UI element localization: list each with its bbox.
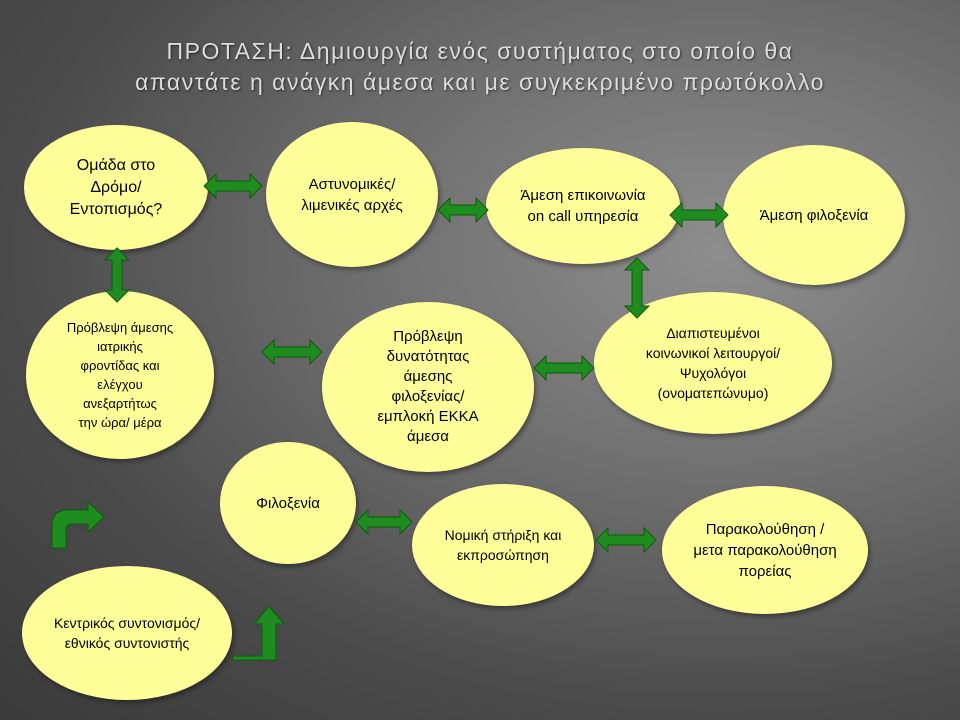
node-medical-line: Πρόβλεψη άμεσης <box>66 320 174 335</box>
node-shelter-provision-line: άμεσης <box>403 368 453 385</box>
node-medical-line: φροντίδας και <box>80 358 160 373</box>
double-arrow-provision-social <box>534 356 594 380</box>
node-legal-line: Νομική στήριξη και <box>444 527 562 543</box>
node-shelter-provision-line: εμπλοκή ΕΚΚΑ <box>377 408 479 425</box>
node-medical-line: την ώρα/ μέρα <box>78 415 162 430</box>
node-street-team-line: Εντοπισμός? <box>69 200 163 218</box>
node-monitoring-line: μετα παρακολούθηση <box>693 541 837 559</box>
node-social-workers-line: Διαπιστευμένοι <box>666 325 760 341</box>
node-monitoring-line: πορείας <box>738 562 792 580</box>
node-medical-line: ανεξαρτήτως <box>83 396 157 411</box>
node-social-workers-line: κοινωνικοί λειτουργοί/ <box>645 345 781 361</box>
node-coordination-line: εθνικός συντονιστής <box>64 635 190 651</box>
title-line-2: απαντάτε η ανάγκη άμεσα και με συγκεκριμένο πρωτόκολλο <box>135 69 825 95</box>
title-line-1: ΠΡΟΤΑΣΗ: Δημιουργία ενός συστήματος στο οποίο θα <box>166 38 794 64</box>
double-arrow-oncall-social <box>625 258 649 318</box>
node-monitoring-line: Παρακολούθηση / <box>705 520 825 538</box>
node-on-call-line: on call υπηρεσία <box>527 208 639 225</box>
node-immediate-shelter-line: Άμεση φιλοξενία <box>759 206 869 224</box>
node-police-line: λιμενικές αρχές <box>301 196 403 214</box>
double-arrow-legal-monitoring <box>596 528 656 552</box>
node-street-team-line: Δρόμο/ <box>90 178 142 196</box>
double-arrow-street-medical <box>105 248 129 302</box>
bent-arrow-up-icon <box>233 606 284 660</box>
node-medical-line: ελέγχου <box>97 377 143 392</box>
double-arrow-medical-provision <box>262 340 322 364</box>
node-shelter-provision-line: Πρόβλεψη <box>393 328 463 345</box>
node-street-team-line: Ομάδα στο <box>76 156 156 174</box>
node-coordination-line: Κεντρικός συντονισμός/ <box>53 615 201 631</box>
node-legal-line: εκπροσώπηση <box>457 547 549 563</box>
node-shelter-provision-line: φιλοξενίας/ <box>391 388 465 405</box>
node-police-line: Αστυνομικές/ <box>308 175 396 193</box>
node-shelter-provision-line: άμεσα <box>407 428 449 445</box>
node-medical-line: ιατρικής <box>97 339 143 354</box>
double-arrow-police-oncall <box>438 198 488 222</box>
node-social-workers-line: (ονοματεπώνυμο) <box>657 385 769 401</box>
double-arrow-oncall-shelter <box>670 203 728 227</box>
node-on-call-line: Άμεση επικοινωνία <box>520 187 646 204</box>
double-arrow-hospitality-legal <box>356 510 412 534</box>
node-shelter-provision-line: δυνατότητας <box>386 348 470 365</box>
bent-arrow-up-right-icon <box>52 502 104 548</box>
node-social-workers-line: Ψυχολόγοι <box>679 365 747 381</box>
node-hospitality-line: Φιλοξενία <box>256 494 320 512</box>
double-arrow-street-police <box>204 174 262 198</box>
